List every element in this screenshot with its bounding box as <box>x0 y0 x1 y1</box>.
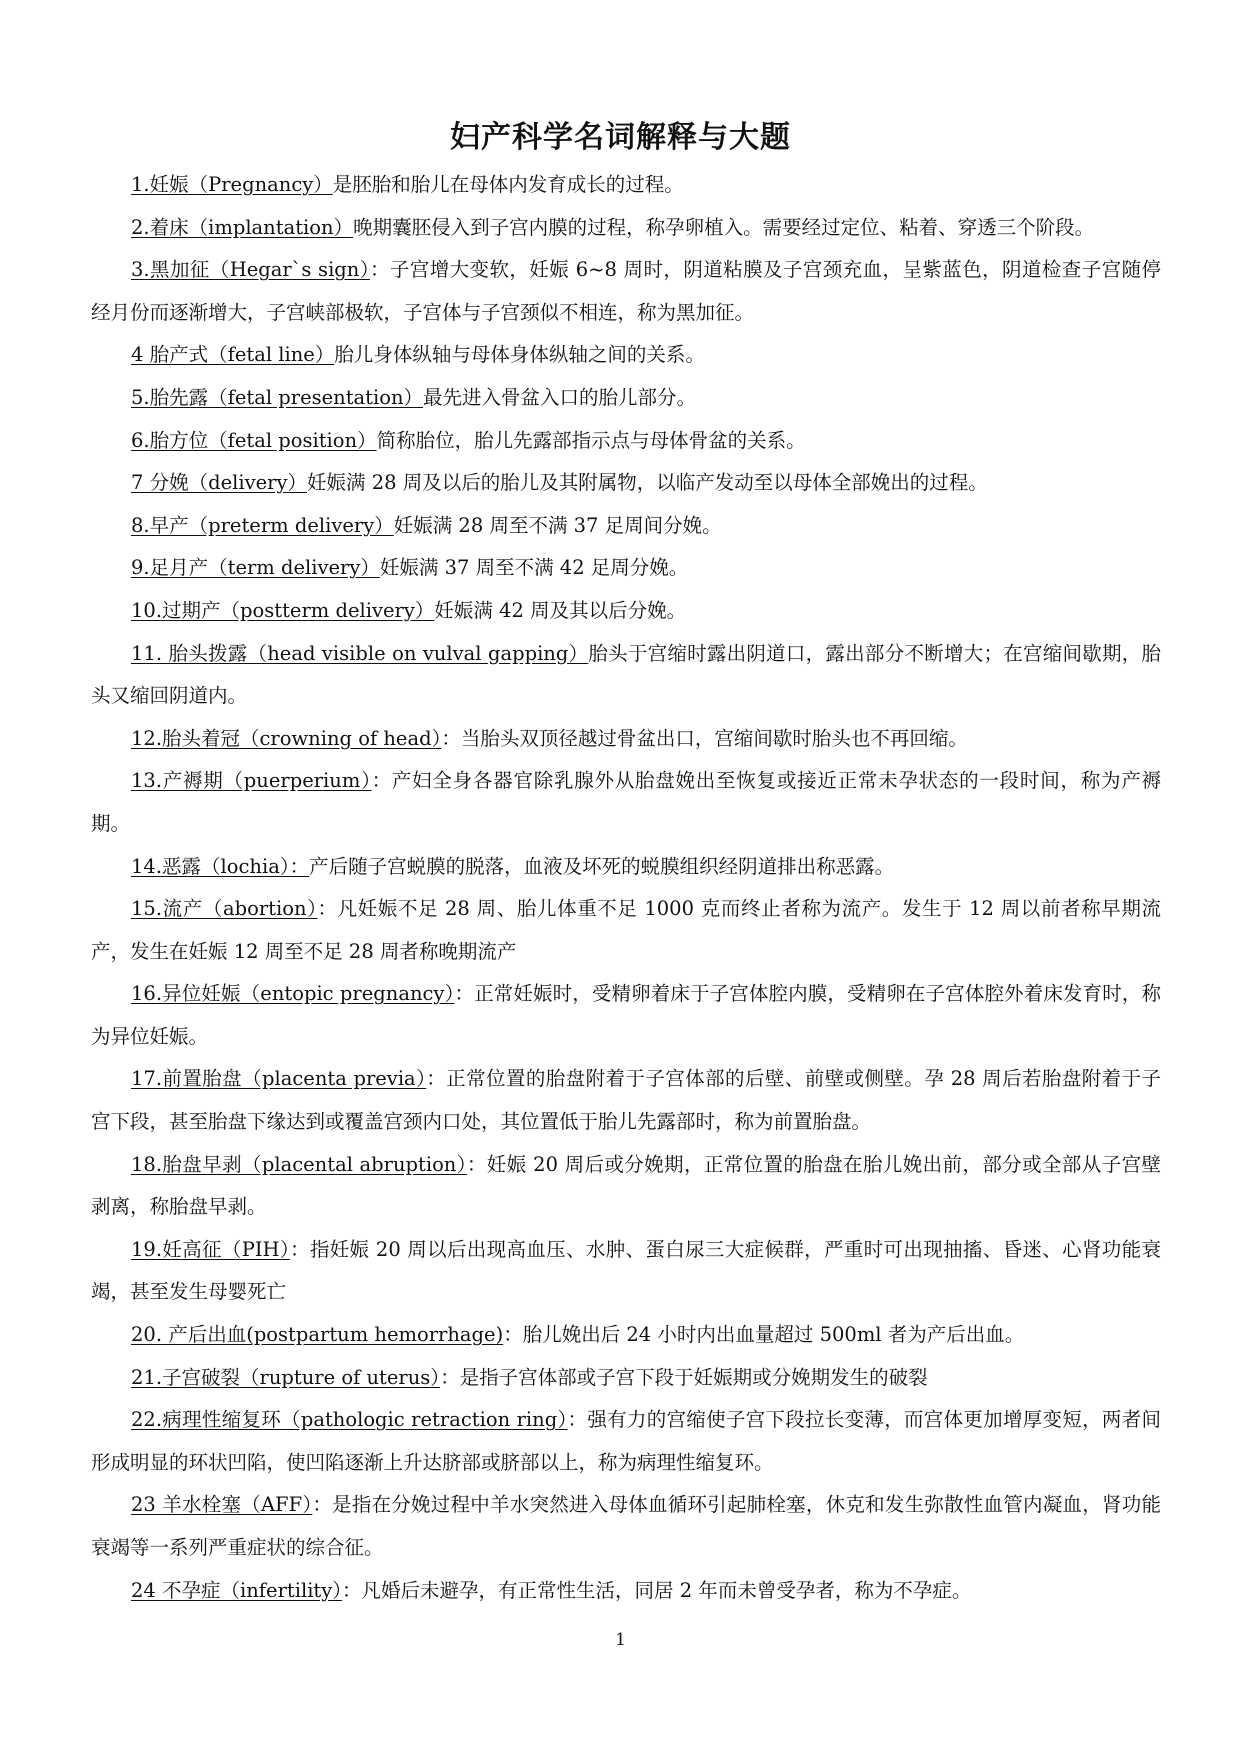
glossary-entry <box>91 888 1161 973</box>
entry-term: 8.早产（preterm delivery） <box>131 513 394 537</box>
entry-term: 12.胎头着冠（crowning of head） <box>131 726 442 750</box>
entry-term: 1.妊娠（Pregnancy） <box>131 173 333 196</box>
entry-term: 9.足月产（term delivery） <box>131 556 380 580</box>
entry-term: 19.妊高征（PIH） <box>131 1237 290 1261</box>
entry-term: 3.黑加征（Hegar`s sign） <box>131 258 370 282</box>
entry-term: 16.异位妊娠（entopic pregnancy） <box>131 982 455 1006</box>
glossary-entry <box>91 1144 1161 1229</box>
glossary-entry <box>91 1484 1161 1569</box>
entry-term: 24 不孕症（infertility） <box>131 1578 343 1602</box>
glossary-entry <box>91 334 1161 377</box>
entry-definition: ：凡妊娠不足 28 周、胎儿体重不足 1000 克而终止者称为流产。发生于 12 周以前者称早期流产，发生在妊娠 12 周至不足 28 周者称晚期流产 <box>91 897 1161 963</box>
entry-term: 22.病理性缩复环（pathologic retraction ring） <box>131 1408 568 1432</box>
entry-term: 7 分娩（delivery） <box>131 471 307 495</box>
entry-term: 17.前置胎盘（placenta previa） <box>131 1067 427 1091</box>
glossary-entry <box>91 590 1161 633</box>
entry-term: 6.胎方位（fetal position） <box>131 428 377 452</box>
entry-definition: ：产妇全身各器官除乳腺外从胎盘娩出至恢复或接近正常未孕状态的一段时间，称为产褥期。 <box>91 769 1161 835</box>
entry-definition: ：胎儿娩出后 24 小时内出血量超过 500ml 者为产后出血。 <box>503 1323 1025 1347</box>
glossary-entry <box>91 973 1161 1058</box>
entry-definition: 是胚胎和胎儿在母体内发育成长的过程。 <box>332 173 684 196</box>
entry-definition: 最先进入骨盆入口的胎儿部分。 <box>423 385 697 409</box>
glossary-entry <box>91 462 1161 505</box>
glossary-entry <box>91 164 1161 207</box>
glossary-entry <box>91 249 1161 334</box>
entry-definition: 胎儿身体纵轴与母体身体纵轴之间的关系。 <box>334 343 705 367</box>
entry-term: 23 羊水栓塞（AFF） <box>131 1493 313 1517</box>
glossary-entry <box>91 1357 1161 1400</box>
entry-definition: ：凡婚后未避孕，有正常性生活，同居 2 年而未曾受孕者，称为不孕症。 <box>342 1578 972 1602</box>
entry-term: 11. 胎头拨露（head visible on vulval gapping） <box>131 641 589 665</box>
glossary-entry <box>91 207 1161 250</box>
entry-term: 20. 产后出血(postpartum hemorrhage) <box>131 1323 504 1347</box>
glossary-entry <box>91 1399 1161 1484</box>
glossary-entry <box>91 1314 1161 1357</box>
entry-term: 21.子宫破裂（rupture of uterus） <box>131 1365 441 1389</box>
glossary-entry <box>91 420 1161 463</box>
glossary-entry <box>91 1058 1161 1143</box>
entry-definition: 晚期囊胚侵入到子宫内膜的过程，称孕卵植入。需要经过定位、粘着、穿透三个阶段。 <box>353 215 1095 239</box>
entry-definition: ：当胎头双顶径越过骨盆出口，宫缩间歇时胎头也不再回缩。 <box>441 726 968 750</box>
glossary-list <box>91 164 1161 1612</box>
glossary-entry <box>91 1229 1161 1314</box>
entry-definition: 妊娠满 37 周至不满 42 足周分娩。 <box>379 556 689 580</box>
entry-term: 13.产褥期（puerperium） <box>131 769 372 793</box>
entry-term: 15.流产（abortion） <box>131 897 318 921</box>
entry-definition: 胎头于宫缩时露出阴道口，露出部分不断增大；在宫缩间歇期，胎头又缩回阴道内。 <box>91 641 1161 708</box>
entry-term: 2.着床（implantation） <box>131 215 354 239</box>
entry-definition: ：正常妊娠时，受精卵着床于子宫体腔内膜，受精卵在子宫体腔外着床发育时，称为异位妊娠。 <box>91 982 1161 1048</box>
entry-definition: 产后随子宫蜕膜的脱落，血液及坏死的蜕膜组织经阴道排出称恶露。 <box>309 854 895 878</box>
entry-definition: ：正常位置的胎盘附着于子宫体部的后壁、前壁或侧壁。孕 28 周后若胎盘附着于子宫下段，甚至胎盘下缘达到或覆盖宫颈内口处，其位置低于胎儿先露部时，称为前置胎盘。 <box>91 1067 1161 1134</box>
glossary-entry <box>91 505 1161 548</box>
glossary-entry <box>91 760 1161 845</box>
glossary-entry <box>91 633 1161 718</box>
glossary-entry <box>91 718 1161 761</box>
entry-definition: ：是指在分娩过程中羊水突然进入母体血循环引起肺栓塞，休克和发生弥散性血管内凝血，肾功能衰竭等一系列严重症状的综合征。 <box>91 1493 1161 1559</box>
glossary-entry <box>91 377 1161 420</box>
entry-definition: 妊娠满 42 周及其以后分娩。 <box>434 598 687 622</box>
entry-definition: ：强有力的宫缩使子宫下段拉长变薄，而宫体更加增厚变短，两者间形成明显的环状凹陷，使凹陷逐渐上升达脐部或脐部以上，称为病理性缩复环。 <box>91 1408 1161 1474</box>
entry-definition: ：是指子宫体部或子宫下段于妊娠期或分娩期发生的破裂 <box>440 1365 928 1389</box>
entry-definition: 妊娠满 28 周及以后的胎儿及其附属物，以临产发动至以母体全部娩出的过程。 <box>307 471 988 495</box>
entry-term: 5.胎先露（fetal presentation） <box>131 385 424 409</box>
entry-definition: ：指妊娠 20 周以后出现高血压、水肿、蛋白尿三大症候群，严重时可出现抽搐、昏迷、心肾功能衰竭，甚至发生母婴死亡 <box>91 1237 1161 1304</box>
glossary-entry <box>91 846 1161 889</box>
glossary-entry <box>91 547 1161 590</box>
entry-term: 18.胎盘早剥（placental abruption） <box>131 1152 467 1176</box>
entry-term: 4 胎产式（fetal line） <box>131 343 335 367</box>
page-number: 1 <box>615 1630 626 1650</box>
entry-definition: ：子宫增大变软，妊娠 6~8 周时，阴道粘膜及子宫颈充血，呈紫蓝色，阴道检查子宫随停经月份而逐渐增大，子宫峡部极软，子宫体与子宫颈似不相连，称为黑加征。 <box>91 258 1161 324</box>
page-title: 妇产科学名词解释与大题 <box>450 120 791 155</box>
entry-definition: ：妊娠 20 周后或分娩期，正常位置的胎盘在胎儿娩出前，部分或全部从子宫壁剥离，称胎盘早剥。 <box>91 1152 1161 1219</box>
entry-term: 10.过期产（postterm delivery） <box>131 598 435 622</box>
glossary-entry <box>91 1570 1161 1613</box>
entry-definition: 妊娠满 28 周至不满 37 足周间分娩。 <box>393 513 722 537</box>
entry-definition: 简称胎位，胎儿先露部指示点与母体骨盆的关系。 <box>376 428 806 452</box>
entry-term: 14.恶露（lochia）： <box>131 854 310 878</box>
